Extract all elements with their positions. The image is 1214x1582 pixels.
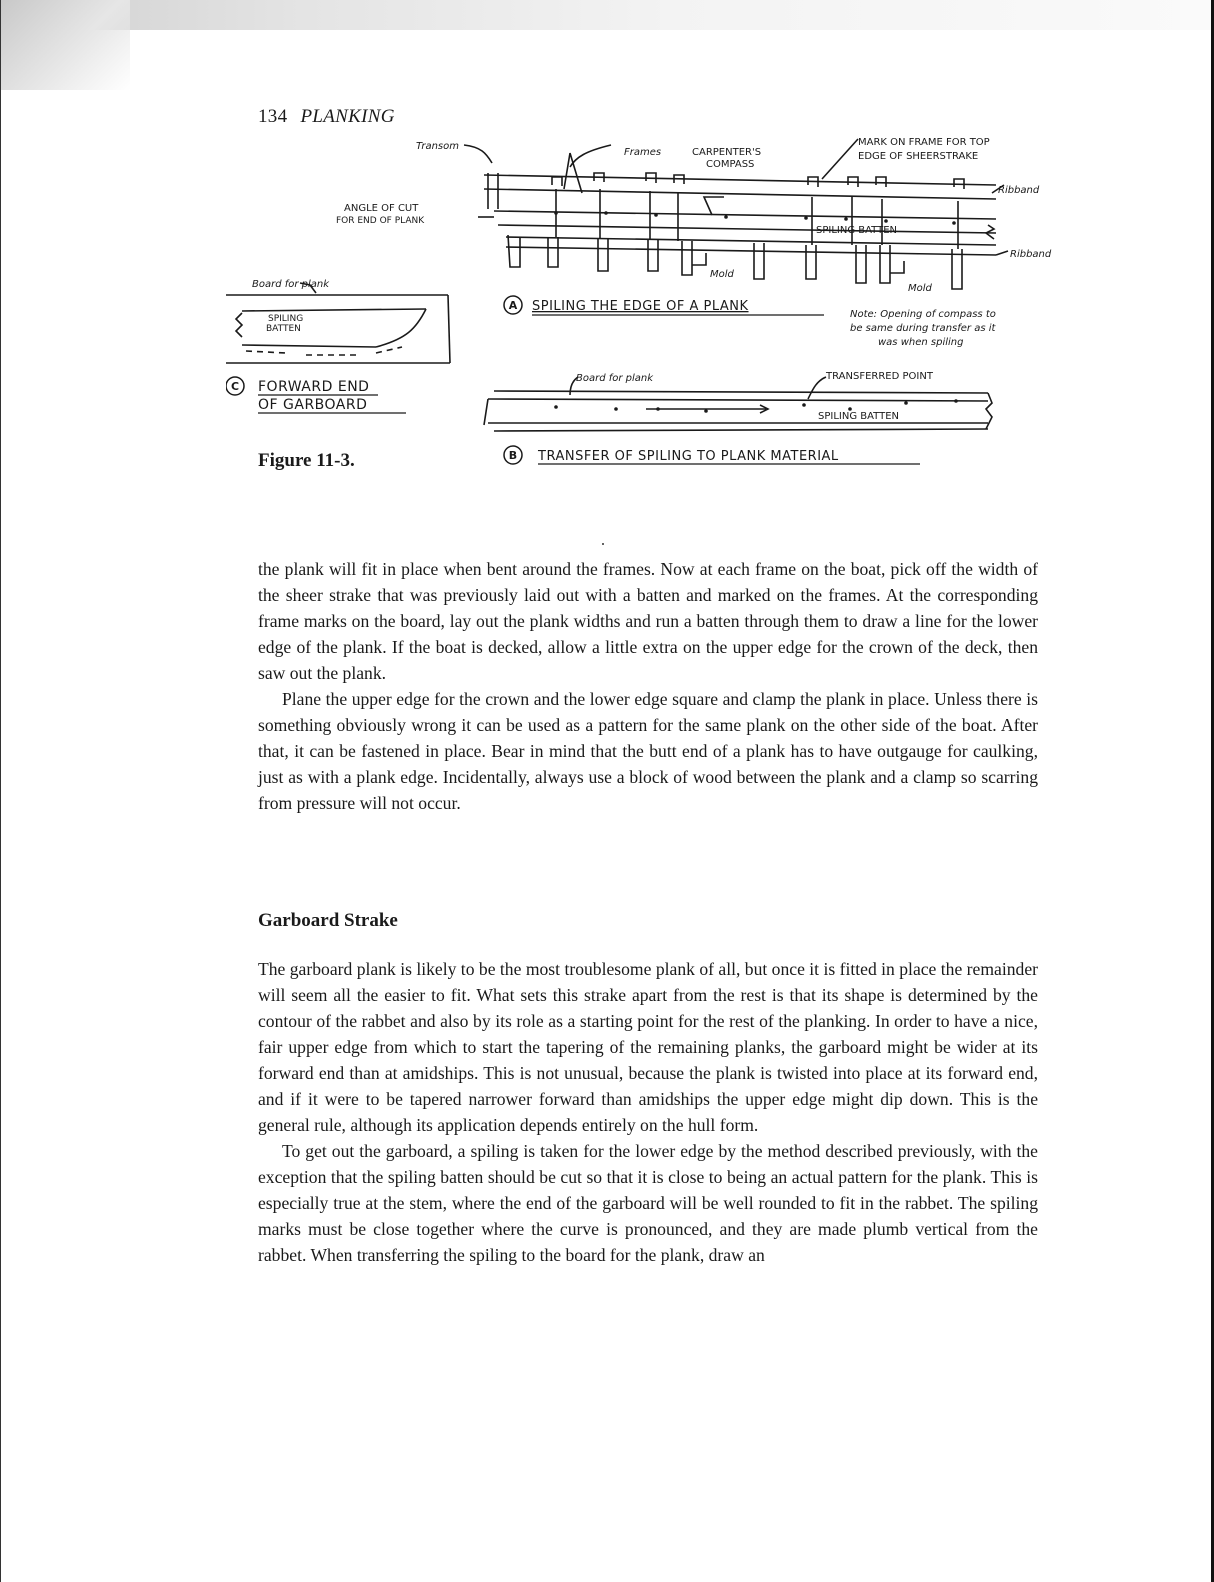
note-line-3: was when spiling <box>878 337 964 348</box>
batten-c-top <box>242 309 426 311</box>
body-section-1 <box>258 556 1038 816</box>
board-c-dashed <box>246 347 402 355</box>
frame-head-1 <box>552 177 562 186</box>
label-board-b: Board for plank <box>576 373 654 384</box>
label-transferred-point: TRANSFERRED POINT <box>826 371 933 382</box>
figure-spiling-diagram <box>226 133 1056 473</box>
compass-mark-right <box>704 197 724 215</box>
scan-shadow-corner <box>0 0 130 90</box>
label-mark-1: MARK ON FRAME FOR TOP <box>858 137 990 148</box>
label-frames: Frames <box>624 147 662 158</box>
transom-post <box>488 173 498 209</box>
label-mark-2: EDGE OF SHEERSTRAKE <box>858 151 979 162</box>
board-bottom-edge <box>494 429 988 431</box>
frame-verticals <box>556 189 958 249</box>
paragraph: The garboard plank is likely to be the most troublesome plank of all, but once it is fitted in place the remainder will seem all the easier to fit. What sets this strake apart from the rest is that its shape is determined by the contour of the rabbet and also by its role as a starting point for the rest of the planking. In order to have a nice, fair upper edge from which to start the tapering of the remaining planks, the garboard might be wider at its forward end than at amidships. This is not unusual, because the plank is twisted into place at its forward end, and if it were to be tapered narrower forward than amidships the upper edge might dip down. This is the general rule, although its application depends entirely on the hull form. <box>258 959 1038 1135</box>
panel-c-title-2: OF GARBOARD <box>258 397 368 413</box>
frame-u-6 <box>754 243 764 279</box>
compass-legs <box>564 153 582 193</box>
panel-a-title-text: SPILING THE EDGE OF A PLANK <box>532 299 749 314</box>
note-line-1: Note: Opening of compass to <box>850 309 996 320</box>
panel-b-title <box>504 446 920 464</box>
frame-u-4 <box>648 239 658 271</box>
panel-c-title-1: FORWARD END <box>258 379 370 395</box>
batten-c-brace <box>236 313 242 337</box>
panel-a-title <box>504 296 824 315</box>
panel-b-drawing <box>484 377 992 431</box>
label-compass-1: CARPENTER'S <box>692 147 762 158</box>
frame-u-2 <box>548 237 558 267</box>
panel-c-title <box>226 377 406 413</box>
board-left-end <box>484 399 488 425</box>
board-c-right <box>448 295 450 363</box>
panel-c-drawing <box>226 283 450 363</box>
batten-c-curve <box>376 309 426 347</box>
transom-leader <box>464 145 492 163</box>
label-spiling-batten-a: SPILING BATTEN <box>816 225 898 236</box>
paragraph: To get out the garboard, a spiling is taken for the lower edge by the method described previously, with the exception that the spiling batten should be cut so that it is close to being an actual pattern for the plank. This is especially true at the stem, where the end of the garboard will be well rounded to fit in the rabbet. The spiling marks must be close together where the curve is pronounced, and they are made plumb vertical from the rabbet. When transferring the spiling to the board for the plank, draw an <box>258 1141 1038 1265</box>
frame-u-1 <box>508 235 520 267</box>
panel-c-labels <box>252 279 330 334</box>
frame-u-9 <box>880 245 890 283</box>
label-angle-1: ANGLE OF CUT <box>344 203 419 214</box>
running-head <box>258 106 395 128</box>
plank-edge-line <box>494 211 996 219</box>
scan-speck <box>602 543 604 545</box>
panel-b-title-text: TRANSFER OF SPILING TO PLANK MATERIAL <box>538 449 839 464</box>
note-line-2: be same during transfer as it <box>850 323 996 334</box>
batten-c-bottom <box>242 345 376 347</box>
ribband-bottom-line-2 <box>506 247 996 255</box>
label-mold-1: Mold <box>710 269 734 280</box>
frame-u-8 <box>856 245 866 283</box>
section-heading: Garboard Strake <box>258 910 398 931</box>
body-section-2 <box>258 956 1038 1268</box>
paragraph: Plane the upper edge for the crown and the lower edge square and clamp the plank in place. Unless there is something obviously wrong it can be used as a pattern for the same plank on the other side of the boat. After that, it can be fastened in place. Bear in mind that the butt end of a plank has to have outgauge for caulking, just as with a plank edge. Incidentally, always use a block of wood between the plank and a clamp so scarring from pressure will not occur. <box>258 689 1038 813</box>
label-spiling-batten-b: SPILING BATTEN <box>818 411 900 422</box>
board-top-edge <box>494 391 988 393</box>
panel-c-letter: C <box>230 380 240 393</box>
frame-u-7 <box>806 245 816 279</box>
batten-end-brace <box>986 225 994 239</box>
panel-b-letter: B <box>508 449 518 462</box>
ribband-bottom-line-1 <box>506 237 996 245</box>
transferred-leader <box>808 377 826 399</box>
frames-leader <box>570 145 611 167</box>
frame-u-5 <box>682 241 692 275</box>
panel-a-labels <box>336 137 1052 348</box>
label-ribband-bottom: Ribband <box>1010 249 1052 260</box>
mold-mark-1 <box>692 253 706 265</box>
mold-mark-2 <box>890 261 904 273</box>
frame-u-3 <box>598 239 608 271</box>
scan-shadow-top <box>0 0 1214 30</box>
ribband-top-line-2 <box>484 189 996 199</box>
board-upper-line <box>488 399 988 401</box>
label-spiling-c-2: BATTEN <box>266 324 301 334</box>
label-board-c: Board for plank <box>252 279 330 290</box>
page-number: 134 <box>258 106 288 127</box>
panel-b-labels <box>576 371 934 422</box>
label-compass-2: COMPASS <box>706 159 755 170</box>
panel-a-letter: A <box>508 299 518 312</box>
label-angle-2: FOR END OF PLANK <box>336 216 425 226</box>
label-spiling-c-1: SPILING <box>268 314 304 324</box>
paragraph: the plank will fit in place when bent around the frames. Now at each frame on the boat, pick off the width of the sheer strake that was previously laid out with a batten and marked on the frames. At the corresponding frame marks on the board, lay out the plank widths and run a batten through them to draw a line for the lower edge of the plank. If the boat is decked, allow a little extra on the upper edge for the crown of the deck, then saw out the plank. <box>258 559 1038 683</box>
scan-edge-left <box>0 0 1 1582</box>
label-mold-2: Mold <box>908 283 932 294</box>
section-title: PLANKING <box>300 106 395 127</box>
label-transom: Transom <box>416 141 459 152</box>
figure-caption: Figure 11-3. <box>258 450 355 471</box>
mark-leader <box>822 139 858 179</box>
label-ribband-top: Ribband <box>998 185 1040 196</box>
plank-lower-line <box>498 225 996 233</box>
figure-svg <box>226 133 1056 473</box>
